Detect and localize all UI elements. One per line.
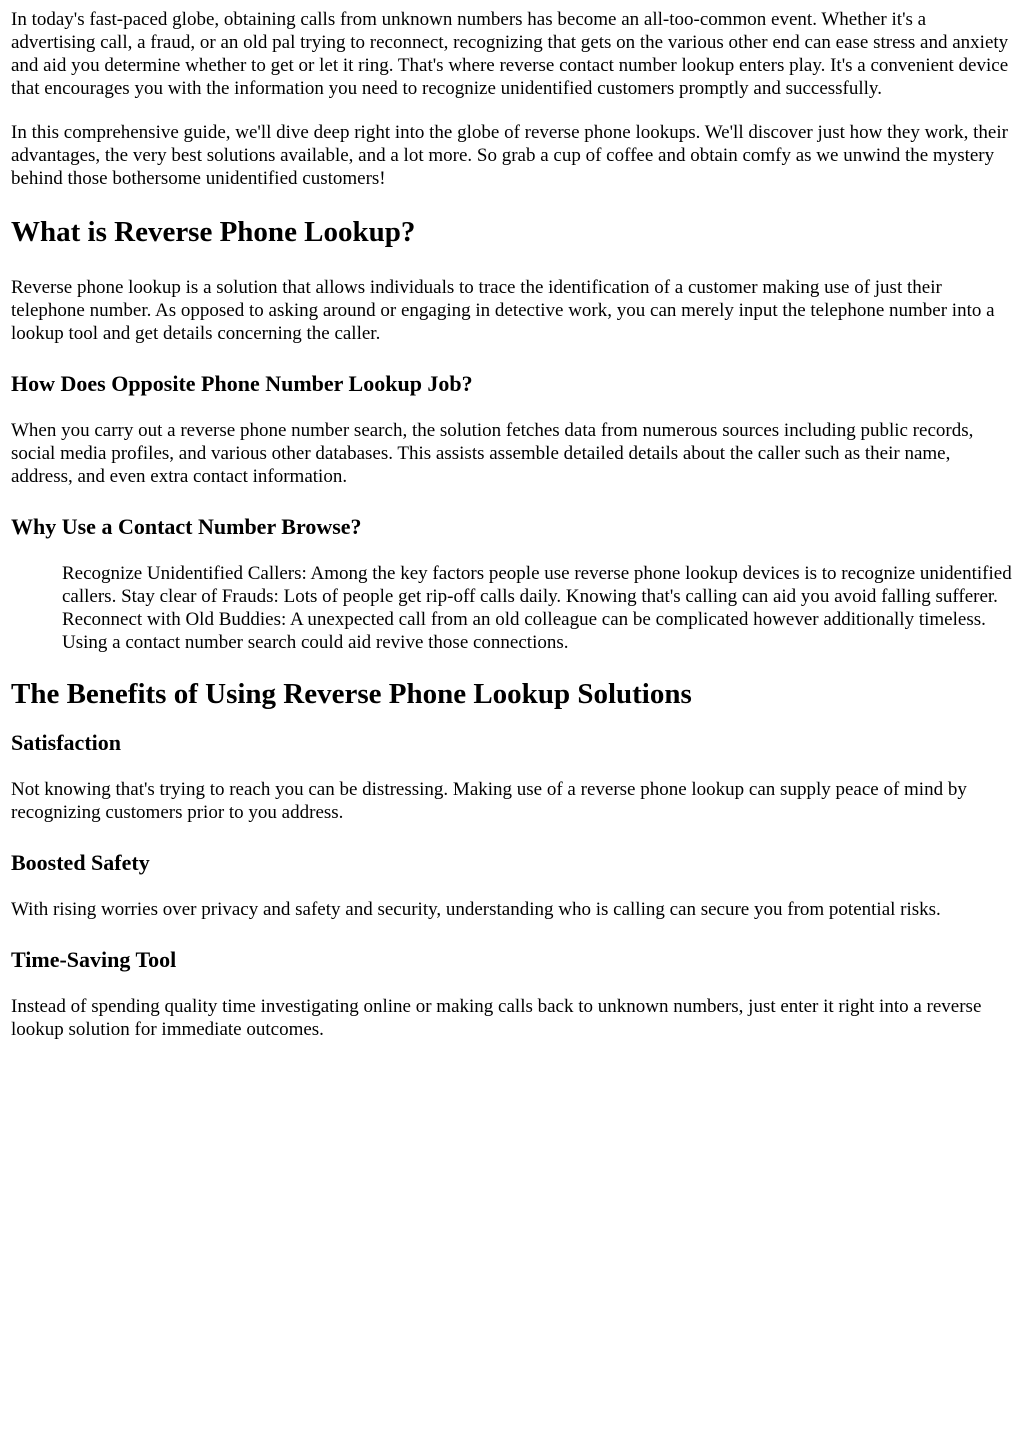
heading-boosted-safety: Boosted Safety	[11, 850, 150, 875]
heading-satisfaction: Satisfaction	[11, 730, 121, 755]
what-is-paragraph: Reverse phone lookup is a solution that allows individuals to trace the identification of a customer making use of just their telephone number. As opposed to asking around or engaging in detective work, you can merely input the telephone number into a lookup tool and get details concerning the caller.	[11, 277, 995, 344]
satisfaction-paragraph: Not knowing that's trying to reach you can be distressing. Making use of a reverse phone lookup can supply peace of mind by recognizing customers prior to you address.	[11, 779, 967, 823]
time-saving-paragraph: Instead of spending quality time investigating online or making calls back to unknown numbers, just enter it right into a reverse lookup solution for immediate outcomes.	[11, 996, 982, 1040]
heading-why-use: Why Use a Contact Number Browse?	[11, 514, 362, 539]
intro-paragraph-2: In this comprehensive guide, we'll dive deep right into the globe of reverse phone lookups. We'll discover just how they work, their advantages, the very best solutions available, and a lot more. So grab a cup of coffee and obtain comfy as we unwind the mystery behind those bothersome unidentified customers!	[11, 122, 1008, 189]
why-use-blockquote: Recognize Unidentified Callers: Among the key factors people use reverse phone lookup devices is to recognize unidentified callers. Stay clear of Frauds: Lots of people get rip-off calls daily. Knowing that's calling can aid you avoid falling sufferer. Reconnect with Old Buddies: A unexpected call from an old colleague can be complicated however additionally timeless. Using a contact number search could aid revive those connections.	[62, 563, 1012, 653]
how-it-works-paragraph: When you carry out a reverse phone number search, the solution fetches data from numerous sources including public records, social media profiles, and various other databases. This assists assemble detailed details about the caller such as their name, address, and even extra contact information.	[11, 420, 974, 487]
intro-paragraph-1: In today's fast-paced globe, obtaining calls from unknown numbers has become an all-too-common event. Whether it's a advertising call, a fraud, or an old pal trying to reconnect, recognizing that gets on the various other end can ease stress and anxiety and aid you determine whether to get or let it ring. That's where reverse contact number lookup enters play. It's a convenient device that encourages you with the information you need to recognize unidentified customers promptly and successfully.	[11, 9, 1009, 99]
boosted-safety-paragraph: With rising worries over privacy and safety and security, understanding who is calling can secure you from potential risks.	[11, 899, 941, 920]
heading-time-saving-tool: Time-Saving Tool	[11, 947, 177, 972]
heading-how-it-works: How Does Opposite Phone Number Lookup Job?	[11, 371, 473, 396]
heading-what-is-reverse-phone-lookup: What is Reverse Phone Lookup?	[11, 216, 416, 248]
heading-benefits: The Benefits of Using Reverse Phone Lookup Solutions	[11, 678, 692, 710]
